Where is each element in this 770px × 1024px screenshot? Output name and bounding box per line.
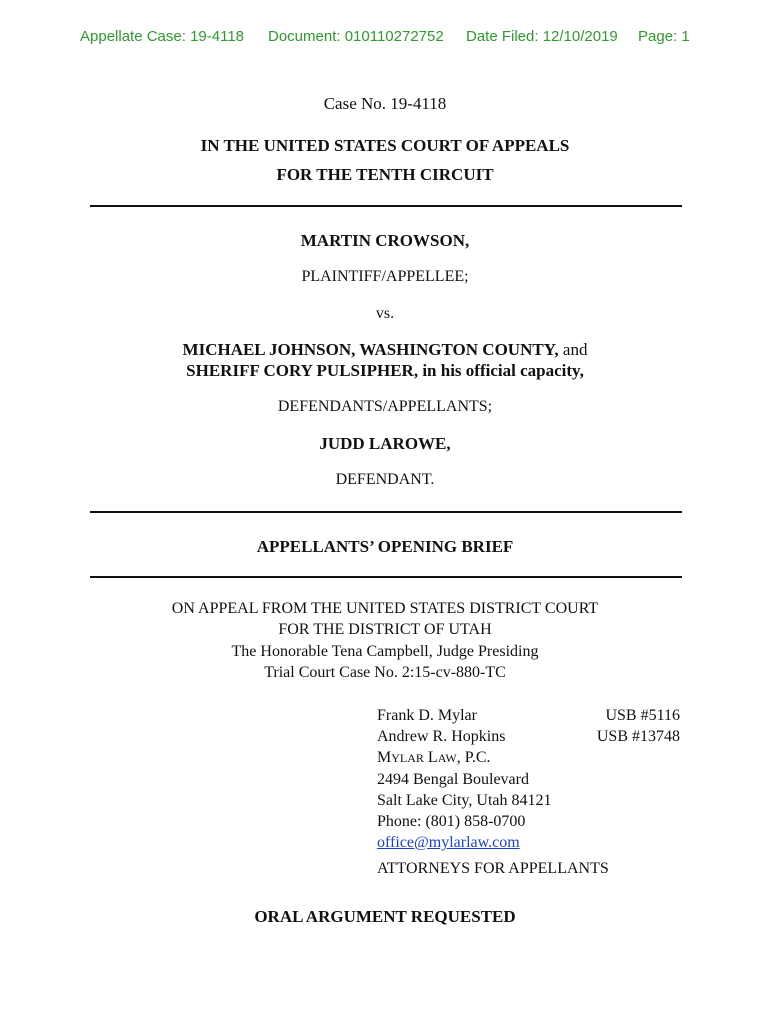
defendant-2-role: DEFENDANT. [335, 471, 435, 488]
defendants-role: DEFENDANTS/APPELLANTS; [277, 398, 493, 415]
email-link[interactable]: office@mylarlaw.com [377, 834, 520, 851]
divider [90, 511, 682, 513]
bar-number-2: USB #13748 [596, 728, 680, 745]
attorneys-role: ATTORNEYS FOR APPELLANTS [377, 860, 609, 877]
bar-number-1: USB #5116 [605, 707, 680, 724]
defendants-line-1 [0, 340, 770, 360]
defendants-line-2: SHERIFF CORY PULSIPHER, in his official capacity, [186, 361, 584, 380]
appeal-line-1: ON APPEAL FROM THE UNITED STATES DISTRICT COURT [171, 600, 599, 617]
plaintiff-name: MARTIN CROWSON, [300, 231, 470, 250]
appeal-line-4: Trial Court Case No. 2:15-cv-880-TC [264, 664, 506, 681]
address-line-1: 2494 Bengal Boulevard [377, 771, 529, 788]
plaintiff-role: PLAINTIFF/APPELLEE; [301, 268, 469, 285]
circuit-name: FOR THE TENTH CIRCUIT [276, 165, 494, 184]
defendants-and: and [558, 340, 588, 359]
phone: Phone: (801) 858-0700 [377, 813, 526, 830]
versus: vs. [375, 305, 395, 322]
divider [90, 576, 682, 578]
counsel-block [377, 705, 552, 853]
oral-argument: ORAL ARGUMENT REQUESTED [254, 907, 516, 926]
case-number: Case No. 19-4118 [323, 94, 447, 113]
divider [90, 205, 682, 207]
firm-name: MYLAR LAW, P.C. [377, 749, 491, 766]
court-name: IN THE UNITED STATES COURT OF APPEALS [200, 136, 570, 155]
defendants-names: MICHAEL JOHNSON, WASHINGTON COUNTY, [182, 340, 559, 359]
bar-numbers [582, 705, 680, 747]
address-line-2: Salt Lake City, Utah 84121 [377, 792, 552, 809]
defendant-2-name: JUDD LAROWE, [319, 434, 451, 453]
ecf-header [0, 28, 770, 48]
appeal-line-3: The Honorable Tena Campbell, Judge Presiding [231, 643, 539, 660]
brief-title: APPELLANTS’ OPENING BRIEF [256, 537, 514, 556]
attorney-1: Frank D. Mylar [377, 707, 477, 724]
header-page: Page: 1 [638, 28, 690, 45]
appeal-line-2: FOR THE DISTRICT OF UTAH [278, 621, 492, 638]
header-case: Appellate Case: 19-4118 [80, 28, 245, 45]
header-document: Document: 010110272752 [268, 28, 444, 45]
header-date-filed: Date Filed: 12/10/2019 [466, 28, 618, 45]
attorney-2: Andrew R. Hopkins [377, 728, 506, 745]
